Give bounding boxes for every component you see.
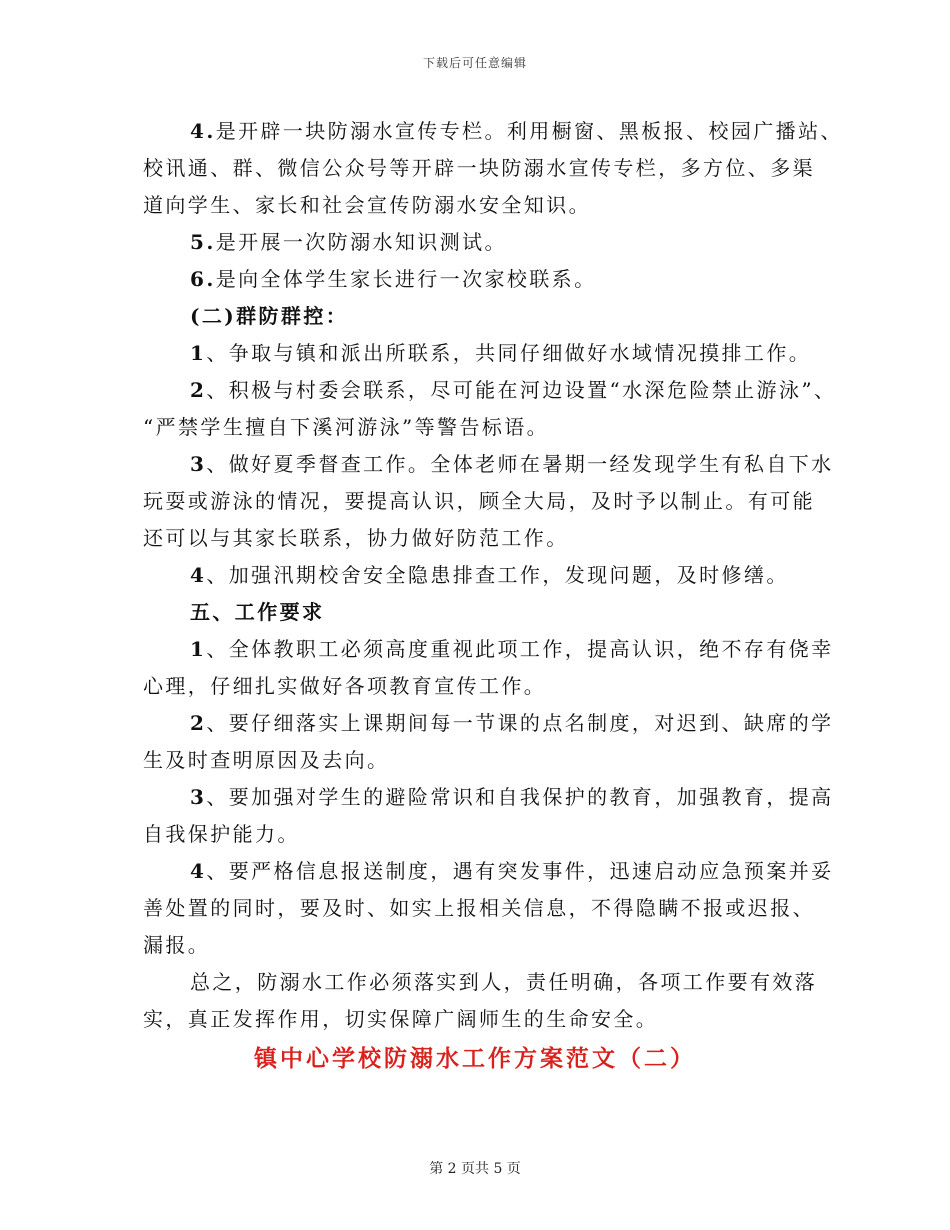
line-text: “严禁学生擅自下溪河游泳”等警告标语。	[143, 415, 550, 439]
paragraph-line	[143, 853, 834, 890]
line-text: 还可以与其家长联系，协力做好防范工作。	[143, 526, 569, 550]
paragraph-line	[143, 187, 823, 224]
item-number: 2	[190, 711, 207, 735]
line-text: 总之，防溺水工作必须落实到人，责任明确，各项工作要有效落	[190, 970, 818, 994]
line-text: 、做好夏季督查工作。全体老师在暑期一经发现学生有私自下水	[206, 452, 834, 476]
line-text: 、加强汛期校舍安全隐患排查工作，发现问题，及时修缮。	[206, 563, 789, 587]
paragraph-line	[143, 816, 823, 853]
paragraph	[143, 705, 834, 779]
paragraph-line	[143, 224, 823, 261]
paragraph	[143, 964, 823, 1038]
line-text: 是向全体学生家长进行一次家校联系。	[215, 267, 597, 291]
paragraph-line	[143, 890, 823, 927]
paragraph-line	[143, 261, 823, 298]
item-number: 4.	[190, 119, 216, 143]
line-text: 是开辟一块防溺水宣传专栏。利用橱窗、黑板报、校园广播站、	[215, 119, 843, 143]
item-number: 4	[190, 859, 207, 883]
line-text: 校讯通、群、微信公众号等开辟一块防溺水宣传专栏，多方位、多渠	[143, 156, 815, 180]
heading-text: 五、工作要求	[190, 600, 325, 624]
paragraph	[143, 113, 843, 224]
line-text: 心理，仔细扎实做好各项教育宣传工作。	[143, 674, 547, 698]
paragraph-line	[143, 927, 823, 964]
paragraph	[143, 224, 823, 261]
paragraph	[143, 372, 837, 446]
item-number: 3	[190, 785, 207, 809]
section-title: 镇中心学校防溺水工作方案范文（二）	[254, 1045, 696, 1072]
paragraph-line	[143, 335, 823, 372]
item-number: 5.	[190, 230, 216, 254]
paragraph-line	[143, 150, 823, 187]
item-number: 1	[190, 637, 207, 661]
line-text: 生及时查明原因及去向。	[143, 748, 390, 772]
paragraph-line	[143, 742, 823, 779]
line-text: 自我保护能力。	[143, 822, 300, 846]
item-number: 6.	[190, 267, 216, 291]
item-number: 1	[190, 341, 207, 365]
paragraph	[143, 335, 823, 372]
section-heading	[143, 298, 823, 335]
paragraph	[143, 853, 834, 964]
paragraph-line	[143, 113, 843, 150]
line-text: 、积极与村委会联系，尽可能在河边设置“水深危险禁止游泳”、	[206, 378, 837, 402]
line-text: 、全体教职工必须高度重视此项工作，提高认识，绝不存有侥幸	[206, 637, 834, 661]
page-header: 下载后可任意编辑	[422, 56, 527, 70]
section-heading	[143, 594, 823, 631]
paragraph-line	[143, 409, 823, 446]
paragraph-line	[143, 964, 823, 1001]
paragraph-line	[143, 668, 823, 705]
paragraph	[143, 557, 823, 594]
page-footer: 第 2 页共 5 页	[429, 1161, 521, 1177]
item-number: 2	[190, 378, 207, 402]
paragraph-line	[143, 446, 834, 483]
paragraph-line	[143, 631, 834, 668]
line-text: 道向学生、家长和社会宣传防溺水安全知识。	[143, 193, 591, 217]
paragraph-line	[143, 520, 823, 557]
line-text: 、要仔细落实上课期间每一节课的点名制度，对迟到、缺席的学	[206, 711, 834, 735]
line-text: 善处置的同时，要及时、如实上报相关信息，不得隐瞒不报或迟报、	[143, 896, 815, 920]
paragraph-line	[143, 705, 834, 742]
item-number: 3	[190, 452, 207, 476]
line-text: 、争取与镇和派出所联系，共同仔细做好水域情况摸排工作。	[206, 341, 812, 365]
line-text: 、要严格信息报送制度，遇有突发事件，迅速启动应急预案并妥	[206, 859, 834, 883]
paragraph	[143, 779, 834, 853]
paragraph	[143, 631, 834, 705]
line-text: 、要加强对学生的避险常识和自我保护的教育，加强教育，提高	[206, 785, 834, 809]
paragraph-line	[143, 483, 823, 520]
paragraph-line	[143, 1001, 823, 1038]
paragraph-line	[143, 779, 834, 816]
line-text: 实，真正发挥作用，切实保障广阔师生的生命安全。	[143, 1007, 659, 1031]
paragraph-line	[143, 557, 823, 594]
item-number: 4	[190, 563, 207, 587]
line-text: 是开展一次防溺水知识测试。	[215, 230, 507, 254]
heading-text: (二)群防群控：	[190, 304, 349, 328]
line-text: 玩耍或游泳的情况，要提高认识，顾全大局，及时予以制止。有可能	[143, 489, 815, 513]
paragraph	[143, 261, 823, 298]
line-text: 漏报。	[143, 933, 211, 957]
document-body	[143, 113, 843, 1038]
paragraph	[143, 446, 834, 557]
paragraph-line	[143, 372, 837, 409]
